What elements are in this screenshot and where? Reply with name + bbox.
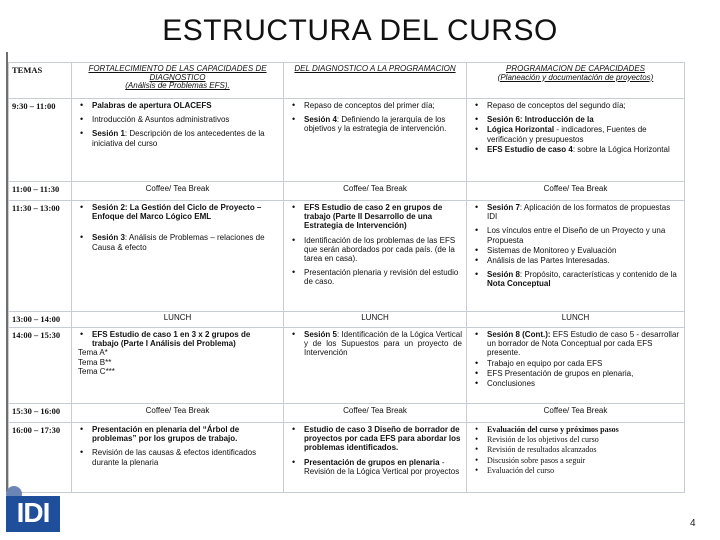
header-col1: FORTALECIMIENTO DE LAS CAPACIDADES DE DIAGNOSTICO (Análisis de Problemas EFS).	[72, 63, 283, 98]
list-item: • Repaso de conceptos del primer día;	[288, 101, 462, 110]
list-item: • Discusión sobre pasos a seguir	[471, 456, 680, 465]
list-item: • Sesión 1: Descripción de los antecedentes de la iniciativa del curso	[76, 129, 279, 147]
schedule-table	[8, 62, 685, 493]
lunch-break: LUNCH	[72, 312, 283, 327]
list-item: • Presentación en plenaria del “Árbol de problemas” por los grupos de trabajo.	[76, 425, 279, 443]
list-item: • Sesión 6: Introducción de la	[471, 115, 680, 124]
tema-c: Tema C***	[78, 366, 115, 376]
list-item: • Conclusiones	[471, 379, 680, 388]
list-item: • Sesión 3: Análisis de Problemas – relaciones de Causa & efecto	[76, 233, 279, 251]
list-item: • Evaluación del curso y próximos pasos	[471, 425, 680, 434]
session-cell	[467, 201, 684, 311]
coffee-break: Coffee/ Tea Break	[284, 404, 466, 422]
time-cell: 15:30 – 16:00	[9, 404, 71, 422]
logo-text: IDI	[6, 496, 60, 532]
list-item: • Introducción & Asuntos administrativos	[76, 115, 279, 124]
list-item: • EFS Estudio de caso 2 en grupos de trabajo (Parte II Desarrollo de una Estrategia de Intervención)	[288, 203, 462, 231]
session-cell	[467, 328, 684, 403]
list-item: • Presentación de grupos en plenaria - Revisión de la Lógica Vertical por proyectos	[288, 458, 462, 476]
coffee-break: Coffee/ Tea Break	[72, 182, 283, 200]
time-cell: 11:00 – 11:30	[9, 182, 71, 200]
session-cell	[284, 328, 466, 403]
tema-a: Tema A*	[78, 348, 108, 358]
list-item: • Sesión 5: Identificación de la Lógica Vertical y de los Supuestos para un proyecto de Intervención	[288, 330, 462, 358]
coffee-break: Coffee/ Tea Break	[467, 182, 684, 200]
session-cell	[72, 99, 283, 181]
session-cell	[284, 423, 466, 492]
list-item: • Sesión 8 (Cont.): EFS Estudio de caso 5 - desarrollar un borrador de Nota Conceptual por cada EFS presente.	[471, 330, 680, 358]
list-item: • Palabras de apertura OLACEFS	[76, 101, 279, 110]
page-number: 4	[690, 518, 696, 529]
list-item: • Repaso de conceptos del segundo día;	[471, 101, 680, 110]
list-item: • Sesión 2: La Gestión del Ciclo de Proyecto – Enfoque del Marco Lógico EML	[76, 203, 279, 221]
list-item: • EFS Estudio de caso 4: sobre la Lógica Horizontal	[471, 145, 680, 154]
header-temas: TEMAS	[9, 63, 71, 98]
time-cell: 11:30 – 13:00	[9, 201, 71, 311]
header-col2: DEL DIAGNOSTICO A LA PROGRAMACION	[284, 63, 466, 98]
list-item: • Sesión 7: Aplicación de los formatos de propuestas IDI	[471, 203, 680, 221]
time-cell: 16:00 – 17:30	[9, 423, 71, 492]
list-item: • Análisis de las Partes Interesadas.	[471, 256, 680, 265]
time-cell: 14:00 – 15:30	[9, 328, 71, 403]
session-cell	[467, 99, 684, 181]
list-item: • EFS Estudio de caso 1 en 3 x 2 grupos de trabajo (Parte I Análisis del Problema)	[76, 330, 279, 348]
session-cell	[72, 328, 283, 403]
list-item: • Sesión 8: Propósito, características y contenido de la Nota Conceptual	[471, 270, 680, 288]
lunch-break: LUNCH	[284, 312, 466, 327]
session-cell	[72, 201, 283, 311]
list-item: • Evaluación del curso	[471, 466, 680, 475]
tema-b: Tema B**	[78, 357, 112, 367]
coffee-break: Coffee/ Tea Break	[72, 404, 283, 422]
lunch-break: LUNCH	[467, 312, 684, 327]
list-item: • Presentación plenaria y revisión del estudio de caso.	[288, 268, 462, 286]
coffee-break: Coffee/ Tea Break	[284, 182, 466, 200]
list-item: • Sesión 4: Definiendo la jerarquía de los objetivos y la estrategia de intervención.	[288, 115, 462, 133]
list-item: • Sistemas de Monitoreo y Evaluación	[471, 246, 680, 255]
list-item: • Identificación de los problemas de las EFS que serán abordados por cada país. (de la tarea en casa).	[288, 236, 462, 264]
list-item: • Estudio de caso 3 Diseño de borrador de proyectos por cada EFS para abordar los problemas identificados.	[288, 425, 462, 453]
time-cell: 9:30 – 11:00	[9, 99, 71, 181]
time-cell: 13:00 – 14:00	[9, 312, 71, 327]
session-cell	[284, 99, 466, 181]
list-item: • EFS Presentación de grupos en plenaria,	[471, 369, 680, 378]
list-item: • Lógica Horizontal - indicadores, Fuentes de verificación y presupuestos	[471, 125, 680, 143]
coffee-break: Coffee/ Tea Break	[467, 404, 684, 422]
session-cell	[284, 201, 466, 311]
list-item: • Revisión de los objetivos del curso	[471, 435, 680, 444]
list-item: • Los vínculos entre el Diseño de un Proyecto y una Propuesta	[471, 226, 680, 244]
list-item: • Revisión de resultados alcanzados	[471, 445, 680, 454]
session-cell	[467, 423, 684, 492]
list-item: • Revisión de las causas & efectos identificados durante la plenaria	[76, 448, 279, 466]
slide-title: ESTRUCTURA DEL CURSO	[162, 14, 558, 47]
header-col3: PROGRAMACION DE CAPACIDADES (Planeación y documentación de proyectos)	[467, 63, 684, 98]
session-cell	[72, 423, 283, 492]
list-item: • Trabajo en equipo por cada EFS	[471, 359, 680, 368]
idi-logo	[4, 480, 62, 536]
